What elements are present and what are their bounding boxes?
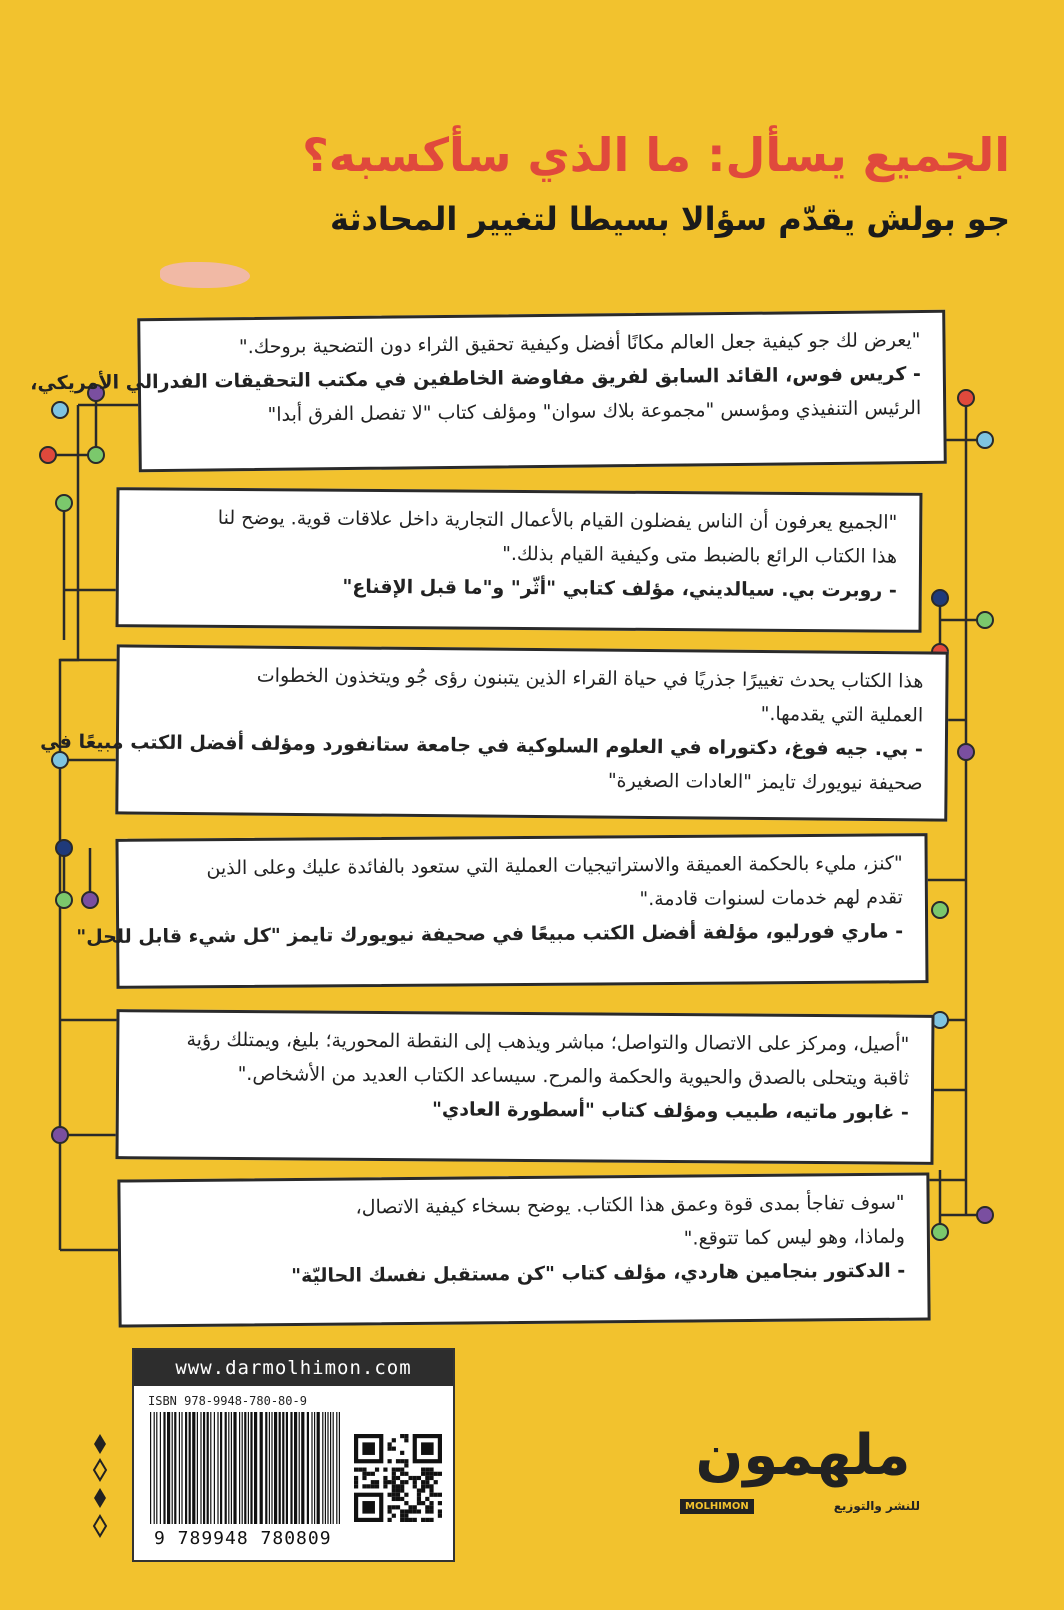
quote-text: "أصيل، ومركز على الاتصال والتواصل؛ مباشر ويذهب إلى النقطة المحورية؛ بليغ، ويمتلك رؤية — [186, 1028, 910, 1056]
publisher-english-name: MOLHIMON — [680, 1499, 754, 1514]
publisher-subtitle: للنشر والتوزيع — [833, 1499, 920, 1513]
publisher-url: www.darmolhimon.com — [134, 1350, 453, 1386]
quote-text: ثاقبة ويتحلى بالصدق والحيوية والحكمة والمرح. سيساعد الكتاب العديد من الأشخاص." — [237, 1062, 910, 1090]
quote-text: "يعرض لك جو كيفية جعل العالم مكانًا أفضل وكيفية تحقيق الثراء دون التضحية بروحك." — [238, 329, 921, 359]
quote-box-6 — [117, 1172, 930, 1327]
quote-attribution: - غابور ماتيه، طبيب ومؤلف كتاب "أسطورة العادي" — [431, 1098, 909, 1124]
publisher-logo — [672, 1416, 934, 1528]
quote-text: هذا الكتاب يحدث تغييرًا جذريًا في حياة القراء الذين يتبنون رؤى جُو ويتخذون الخطوات — [256, 664, 924, 693]
publisher-logo-text: ملهمون — [695, 1423, 911, 1488]
quote-attribution: - روبرت بي. سيالديني، مؤلف كتابي "أثّر" و"ما قبل الإقناع" — [342, 575, 897, 602]
qr-code-icon — [354, 1414, 442, 1544]
quote-attribution: - الدكتور بنجامين هاردي، مؤلف كتاب "كن مستقبل نفسك الحاليّة" — [291, 1259, 906, 1288]
quote-box-5 — [115, 1009, 934, 1165]
quote-text: تقدم لهم خدمات لسنوات قادمة." — [639, 886, 903, 911]
quote-attribution: - كريس فوس، القائد السابق لفريق مفاوضة الخاطفين في مكتب التحقيقات الفدرالي الأمريكي، — [30, 363, 921, 395]
quote-text: "كنز، مليء بالحكمة العميقة والاستراتيجيات العملية التي ستعود بالفائدة عليك وعلى الذين — [206, 852, 903, 880]
diamond-ornaments-icon — [88, 1432, 112, 1540]
quote-text: ولماذا، وهو ليس كما تتوقع." — [683, 1225, 905, 1250]
barcode-digits: 9 789948 780809 — [154, 1528, 332, 1549]
quote-text: "الجميع يعرفون أن الناس يفضلون القيام بالأعمال التجارية داخل علاقات قوية. يوضح لنا — [217, 506, 898, 534]
quote-attribution: صحيفة نيويورك تايمز "العادات الصغيرة" — [607, 769, 923, 795]
quote-box-2 — [116, 487, 923, 633]
quote-box-3 — [40, 644, 948, 821]
quote-attribution: - بي. جيه فوغ، دكتوراه في العلوم السلوكية في جامعة ستانفورد ومؤلف أفضل الكتب مبيعًا في — [40, 730, 923, 761]
barcode-panel — [132, 1348, 455, 1562]
quote-box-4 — [76, 833, 928, 989]
quote-text: العملية التي يقدمها." — [760, 702, 924, 727]
quote-text: "سوف تفاجأ بمدى قوة وعمق هذا الكتاب. يوضح بسخاء كيفية الاتصال، — [355, 1191, 905, 1219]
quote-text: هذا الكتاب الرائع بالضبط متى وكيفية القيام بذلك." — [502, 542, 898, 568]
quote-box-1 — [30, 310, 947, 472]
quote-attribution: الرئيس التنفيذي ومؤسس "مجموعة بلاك سوان" ومؤلف كتاب "لا تفصل الفرق أبدا" — [267, 397, 922, 426]
isbn-text: ISBN 978-9948-780-80-9 — [148, 1394, 307, 1408]
barcode-bars-icon — [148, 1412, 342, 1524]
cover-subtitle: جو بولش يقدّم سؤالا بسيطا لتغيير المحادثة — [330, 200, 1010, 238]
cover-title: الجميع يسأل: ما الذي سأكسبه؟ — [302, 128, 1010, 182]
quote-attribution: - ماري فورليو، مؤلفة أفضل الكتب مبيعًا في صحيفة نيويورك تايمز "كل شيء قابل للحل" — [76, 920, 904, 949]
